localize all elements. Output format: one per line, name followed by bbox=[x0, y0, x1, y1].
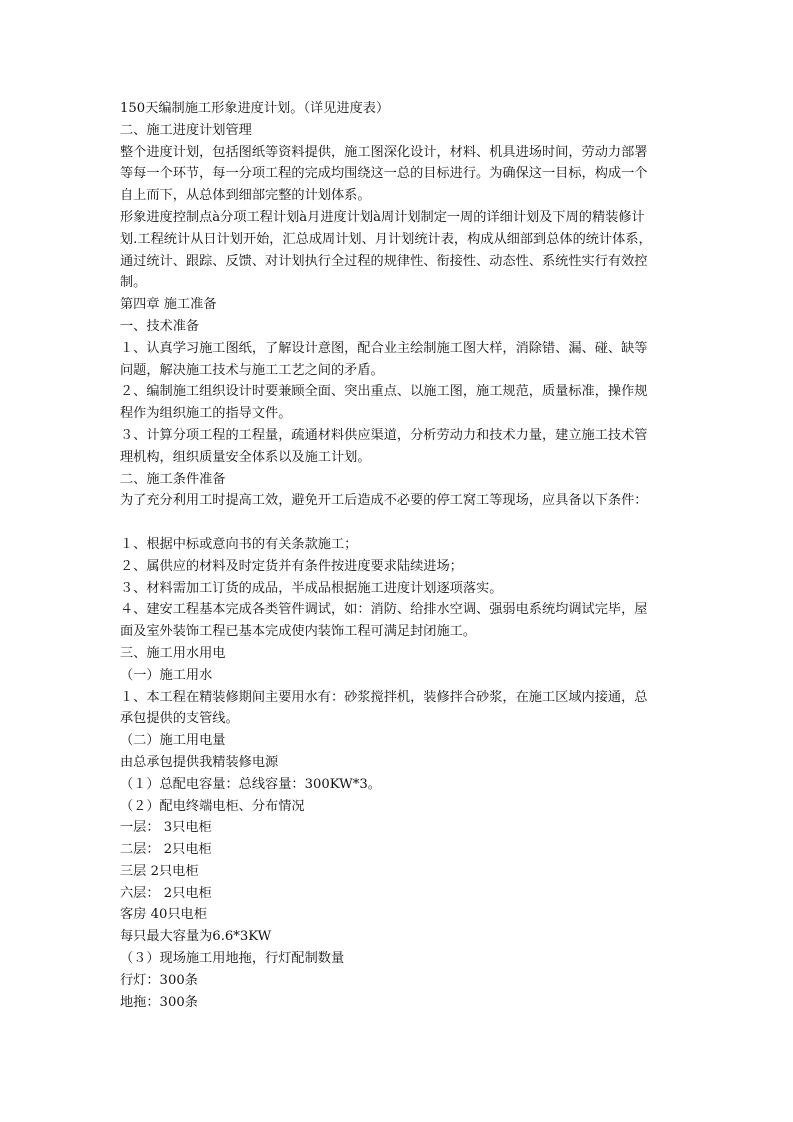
section-heading: 二、施工条件准备 bbox=[120, 471, 226, 487]
text-line: 划.工程统计从日计划开始，汇总成周计划、月计划统计表，构成从细部到总体的统计体系， bbox=[120, 231, 652, 247]
text-line: 客房 40只电柜 bbox=[120, 907, 207, 923]
section-heading: 一、技术准备 bbox=[120, 318, 200, 334]
text-line: （３）现场施工用地拖，行灯配制数量 bbox=[120, 951, 345, 967]
text-line: 地拖：300条 bbox=[120, 994, 198, 1010]
text-line: 为了充分利用工时提高工效，避免开工后造成不必要的停工窝工等现场，应具备以下条件： bbox=[120, 493, 648, 509]
text-line: 由总承包提供我精装修电源 bbox=[120, 754, 279, 770]
text-line: 每只最大容量为6.6*3KW bbox=[120, 929, 272, 945]
text-line: 一层： 3只电柜 bbox=[120, 820, 212, 836]
text-line: ３、材料需加工订货的成品，半成品根据施工进度计划逐项落实。 bbox=[120, 580, 503, 596]
text-line: ２、属供应的材料及时定货并有条件按进度要求陆续进场； bbox=[120, 558, 463, 574]
subsection-heading: （二）施工用电量 bbox=[120, 733, 226, 749]
text-line: 形象进度控制点à分项工程计划à月进度计划à周计划制定一周的详细计划及下周的精装修计 bbox=[120, 209, 645, 225]
section-heading: 三、施工用水用电 bbox=[120, 645, 226, 661]
text-line: 自上而下，从总体到细部完整的计划体系。 bbox=[120, 188, 371, 204]
subsection-heading: （一）施工用水 bbox=[120, 667, 213, 683]
text-line: ４、建安工程基本完成各类管件调试，如：消防、给排水空调、强弱电系统均调试完毕，屋 bbox=[120, 602, 648, 618]
text-line: 六层： 2只电柜 bbox=[120, 885, 212, 901]
text-line: （２）配电终端电柜、分布情况 bbox=[120, 798, 305, 814]
text-line: 二层： 2只电柜 bbox=[120, 842, 212, 858]
text-line: 三层 2只电柜 bbox=[120, 863, 199, 879]
text-line: １、本工程在精装修期间主要用水有：砂浆搅拌机，装修拌合砂浆，在施工区域内接通，总 bbox=[120, 689, 648, 705]
text-line: 150天编制施工形象进度计划。（详见进度表） bbox=[120, 101, 390, 116]
text-line: 面及室外装饰工程已基本完成使内装饰工程可满足封闭施工。 bbox=[120, 624, 477, 640]
text-line: １、根据中标或意向书的有关条款施工； bbox=[120, 536, 358, 552]
text-line: ２、编制施工组织设计时要兼顾全面、突出重点、以施工图，施工规范，质量标准，操作规 bbox=[120, 384, 648, 400]
text-line: 通过统计、跟踪、反馈、对计划执行全过程的规律性、衔接性、动态性、系统性实行有效控 bbox=[120, 253, 648, 269]
text-line: 程作为组织施工的指导文件。 bbox=[120, 406, 292, 422]
text-line: 制。 bbox=[120, 275, 147, 291]
section-heading: 二、施工进度计划管理 bbox=[120, 122, 252, 138]
text-line: ３、计算分项工程的工程量，疏通材料供应渠道，分析劳动力和技术力量，建立施工技术管 bbox=[120, 427, 648, 443]
text-line: 问题，解决施工技术与施工工艺之间的矛盾。 bbox=[120, 362, 384, 378]
text-line: （１）总配电容量：总线容量：300KW*3。 bbox=[120, 776, 381, 792]
text-line: 承包提供的支管线。 bbox=[120, 711, 239, 727]
text-line: 整个进度计划，包括图纸等资料提供，施工图深化设计，材料、机具进场时间，劳动力部署 bbox=[120, 144, 648, 160]
text-line: １、认真学习施工图纸，了解设计意图，配合业主绘制施工图大样，消除错、漏、碰、缺等 bbox=[120, 340, 648, 356]
text-line: 行灯：300条 bbox=[120, 972, 198, 988]
text-line: 等每一个环节，每一分项工程的完成均围绕这一总的目标进行。为确保这一目标，构成一个 bbox=[120, 166, 648, 182]
blank-line bbox=[120, 512, 680, 534]
document-body bbox=[120, 98, 680, 1013]
text-line: 理机构，组织质量安全体系以及施工计划。 bbox=[120, 449, 371, 465]
chapter-heading: 第四章 施工准备 bbox=[120, 297, 217, 313]
